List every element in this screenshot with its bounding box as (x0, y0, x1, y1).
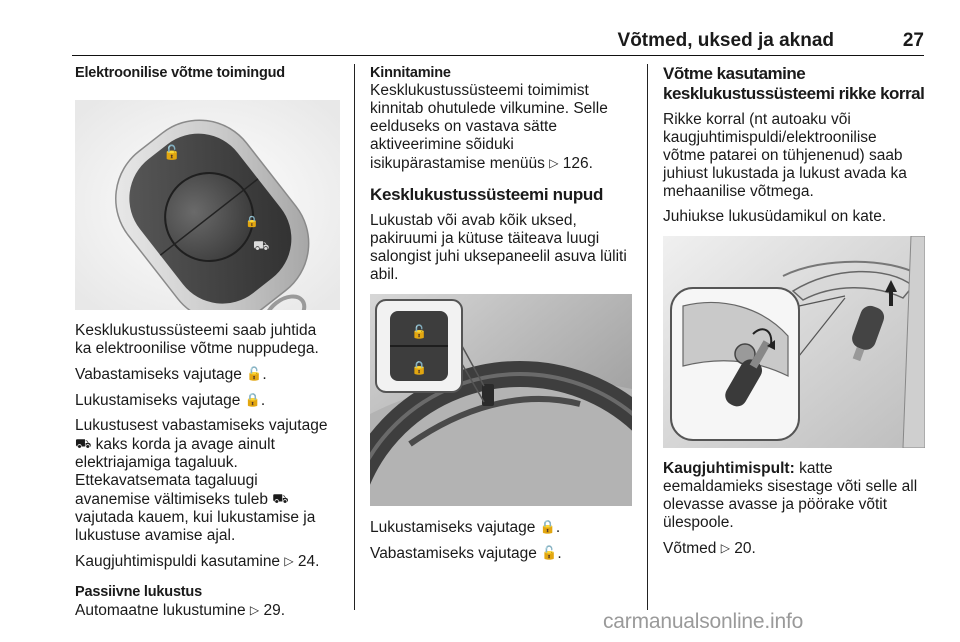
column-1 (75, 64, 340, 620)
heading-key-failure: Võtme kasutamine kesklukustussüsteemi rikke korral (663, 64, 925, 103)
passive-locking-reference: Automaatne lukustumine ▷ 29. (75, 602, 286, 619)
trunk-icon: ⛟ (75, 436, 92, 451)
page-reference-link[interactable]: 20. (734, 540, 756, 557)
watermark: carmanualsonline.info (603, 610, 804, 633)
lock-icon: 🔒 (539, 519, 556, 534)
door-lock-illustration (663, 236, 925, 448)
electronic-key-figure (75, 100, 340, 310)
trunk-instruction: Lukustusest vabastamiseks vajutage ⛟ kaks korda ja avage ainult elektriajamiga tagaluuk. Ettekavatsemata tagaluugi avanemise vältimiseks tuleb ⛟ vajutada kauem, kui lukustamise ja lukustuse avamise ajal. (75, 417, 328, 544)
reference-arrow-icon: ▷ (249, 603, 260, 617)
page-reference-link[interactable]: 29. (263, 602, 286, 619)
heading-central-lock-buttons: Kesklukustussüsteemi nupud (370, 185, 604, 204)
svg-text:🔓: 🔓 (411, 325, 428, 340)
lock-instruction: Lukustamiseks vajutage 🔒. (370, 519, 561, 536)
door-lock-figure (663, 236, 925, 448)
svg-text:🔒: 🔒 (245, 215, 259, 228)
electronic-key-illustration (75, 100, 340, 310)
remote-control-caption: Kaugjuhtimispult: katte eemaldamieks sisestage võti selle all olevasse avasse ja pöörake võtit ülespoole. (663, 460, 918, 531)
unlock-icon: 🔓 (541, 545, 558, 560)
lock-cover-text: Juhiukse lukusüdamikul on kate. (663, 208, 887, 225)
key-description: Kesklukustussüsteemi saab juhtida ka elektroonilise võtme nuppudega. (75, 322, 319, 357)
page-reference-link[interactable]: 24. (297, 553, 320, 570)
heading-passive-locking: Passiivne lukustus (75, 584, 202, 600)
page-number: 27 (902, 30, 924, 51)
heading-confirmation: Kinnitamine (370, 65, 451, 81)
lock-icon: 🔒 (244, 392, 261, 407)
remote-control-reference: Kaugjuhtimispuldi kasutamine ▷ 24. (75, 553, 320, 570)
column-divider (647, 64, 648, 610)
reference-arrow-icon: ▷ (720, 541, 730, 555)
unlock-icon: 🔓 (246, 366, 263, 381)
central-lock-buttons-text: Lukustab või avab kõik uksed, pakiruumi ja kütuse täiteava luugi salongist juhi uksepaneelil asuva lüliti abil. (370, 212, 627, 283)
column-divider (354, 64, 355, 610)
door-panel-figure (370, 294, 632, 506)
page-reference-link[interactable]: 126. (562, 155, 593, 172)
unlock-instruction: Vabastamiseks vajutage 🔓. (75, 366, 267, 383)
door-panel-illustration (370, 294, 632, 506)
page-header (72, 28, 924, 56)
svg-text:⛟: ⛟ (253, 239, 270, 254)
reference-arrow-icon: ▷ (549, 156, 559, 170)
confirmation-text: Kesklukustussüsteemi toimimist kinnitab ohutulede vilkumine. Selle eelduseks on vastava sätte aktiveerimine sõiduki isikupärastamise menüüs ▷ 126. (370, 82, 608, 172)
column-3 (663, 64, 928, 558)
heading-electronic-key: Elektroonilise võtme toimingud (75, 65, 285, 81)
page-title: Võtmed, uksed ja aknad (617, 30, 834, 51)
svg-text:🔓: 🔓 (163, 145, 181, 161)
column-2 (370, 64, 635, 563)
keys-reference: Võtmed ▷ 20. (663, 540, 756, 557)
lock-instruction: Lukustamiseks vajutage 🔒. (75, 392, 266, 409)
unlock-instruction: Vabastamiseks vajutage 🔓. (370, 545, 562, 562)
reference-arrow-icon: ▷ (284, 554, 294, 568)
key-failure-text: Rikke korral (nt autoaku või kaugjuhtimispuldi/elektroonilise võtme patarei on tühjenenud) saab juhiust lukustada ja lukust avada ka mehaanilise võtmega. (663, 111, 907, 200)
svg-text:🔒: 🔒 (411, 361, 428, 376)
trunk-icon: ⛟ (272, 491, 289, 506)
